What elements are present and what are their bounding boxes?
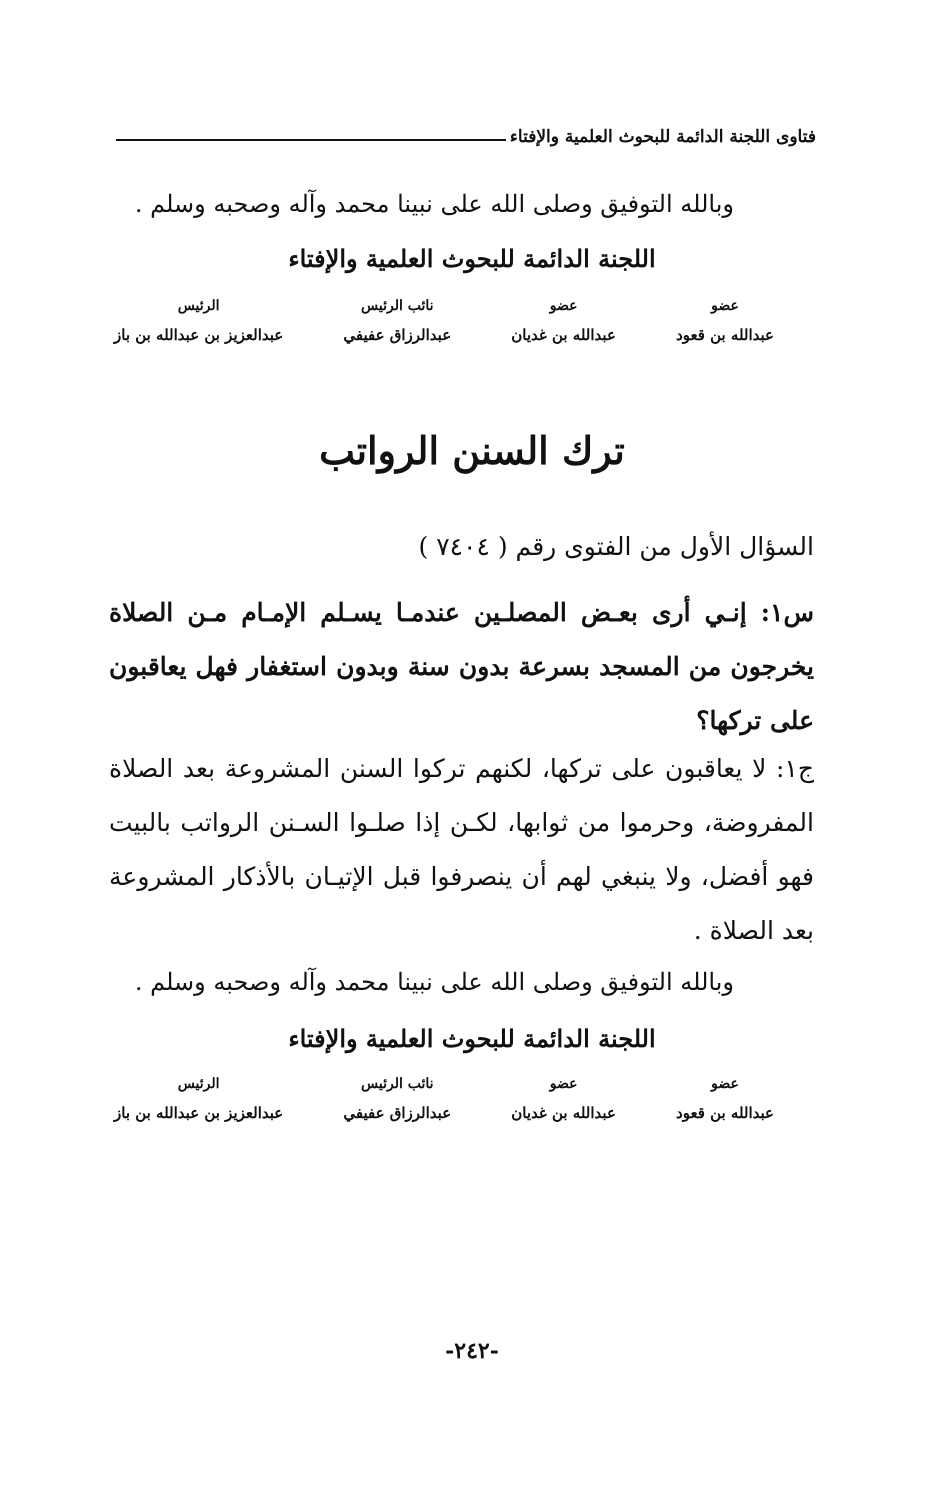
signatory-name: عبدالله بن غديان bbox=[511, 326, 616, 344]
running-header-rule bbox=[116, 139, 506, 141]
closing-formula: وبالله التوفيق وصلى الله على نبينا محمد وآله وصحبه وسلم . bbox=[134, 190, 734, 218]
signatory bbox=[114, 1070, 283, 1140]
question-paragraph: س١: إنـي أرى بعـض المصلـين عندمـا يسـلم الإمـام مـن الصلاة يخرجون من المسجد بسرعة بدون سنة وبدون استغفار فهل يعاقبون على تركها؟ bbox=[109, 598, 814, 735]
signatory-role: عضو bbox=[711, 298, 739, 314]
page-number: -٢٤٢- bbox=[445, 1338, 499, 1364]
signatory-role: الرئيس bbox=[177, 1076, 220, 1092]
signatory-role: نائب الرئيس bbox=[361, 298, 434, 314]
signatory-name: عبدالله بن قعود bbox=[676, 326, 774, 344]
signatory-name: عبدالرزاق عفيفي bbox=[343, 1104, 452, 1122]
signatory-role: الرئيس bbox=[177, 298, 220, 314]
signatory-name: عبدالله بن قعود bbox=[676, 1104, 774, 1122]
running-header-title: فتاوى اللجنة الدائمة للبحوث العلمية والإفتاء bbox=[509, 127, 816, 147]
section-title: ترك السنن الرواتب bbox=[319, 428, 625, 473]
signatory-role: عضو bbox=[549, 1076, 578, 1092]
committee-name: اللجنة الدائمة للبحوث العلمية والإفتاء bbox=[288, 244, 656, 273]
signatory-role: نائب الرئيس bbox=[361, 1076, 434, 1092]
signatory bbox=[343, 292, 451, 362]
signatures-row bbox=[114, 1070, 774, 1140]
committee-name: اللجنة الدائمة للبحوث العلمية والإفتاء bbox=[288, 1024, 656, 1053]
signatory-role: عضو bbox=[549, 298, 578, 314]
signatures-row bbox=[114, 292, 774, 362]
signatory-name: عبدالعزيز بن عبدالله بن باز bbox=[114, 326, 284, 344]
signatory-name: عبدالعزيز بن عبدالله بن باز bbox=[114, 1104, 284, 1122]
signatory bbox=[676, 292, 774, 362]
closing-formula: وبالله التوفيق وصلى الله على نبينا محمد وآله وصحبه وسلم . bbox=[134, 968, 734, 996]
signatory bbox=[114, 292, 283, 362]
answer-paragraph: ج١: لا يعاقبون على تركها، لكنهم تركوا السنن المشروعة بعد الصلاة المفروضة، وحرموا من ثوابها، لكـن إذا صلـوا السـنن الرواتب بالبيت فهو أفضل، ولا ينبغي لهم أن ينصرفوا قبل الإتيـان بالأذكار المشروعة بعد الصلاة . bbox=[109, 754, 814, 945]
signatory-name: عبدالرزاق عفيفي bbox=[343, 326, 452, 344]
signatory-name: عبدالله بن غديان bbox=[511, 1104, 616, 1122]
signatory-role: عضو bbox=[711, 1076, 739, 1092]
running-header bbox=[116, 122, 816, 152]
signatory bbox=[511, 292, 616, 362]
signatory bbox=[343, 1070, 451, 1140]
signatory bbox=[511, 1070, 616, 1140]
signatory bbox=[676, 1070, 774, 1140]
fatwa-reference: السؤال الأول من الفتوى رقم ( ٧٤٠٤ ) bbox=[418, 532, 814, 561]
